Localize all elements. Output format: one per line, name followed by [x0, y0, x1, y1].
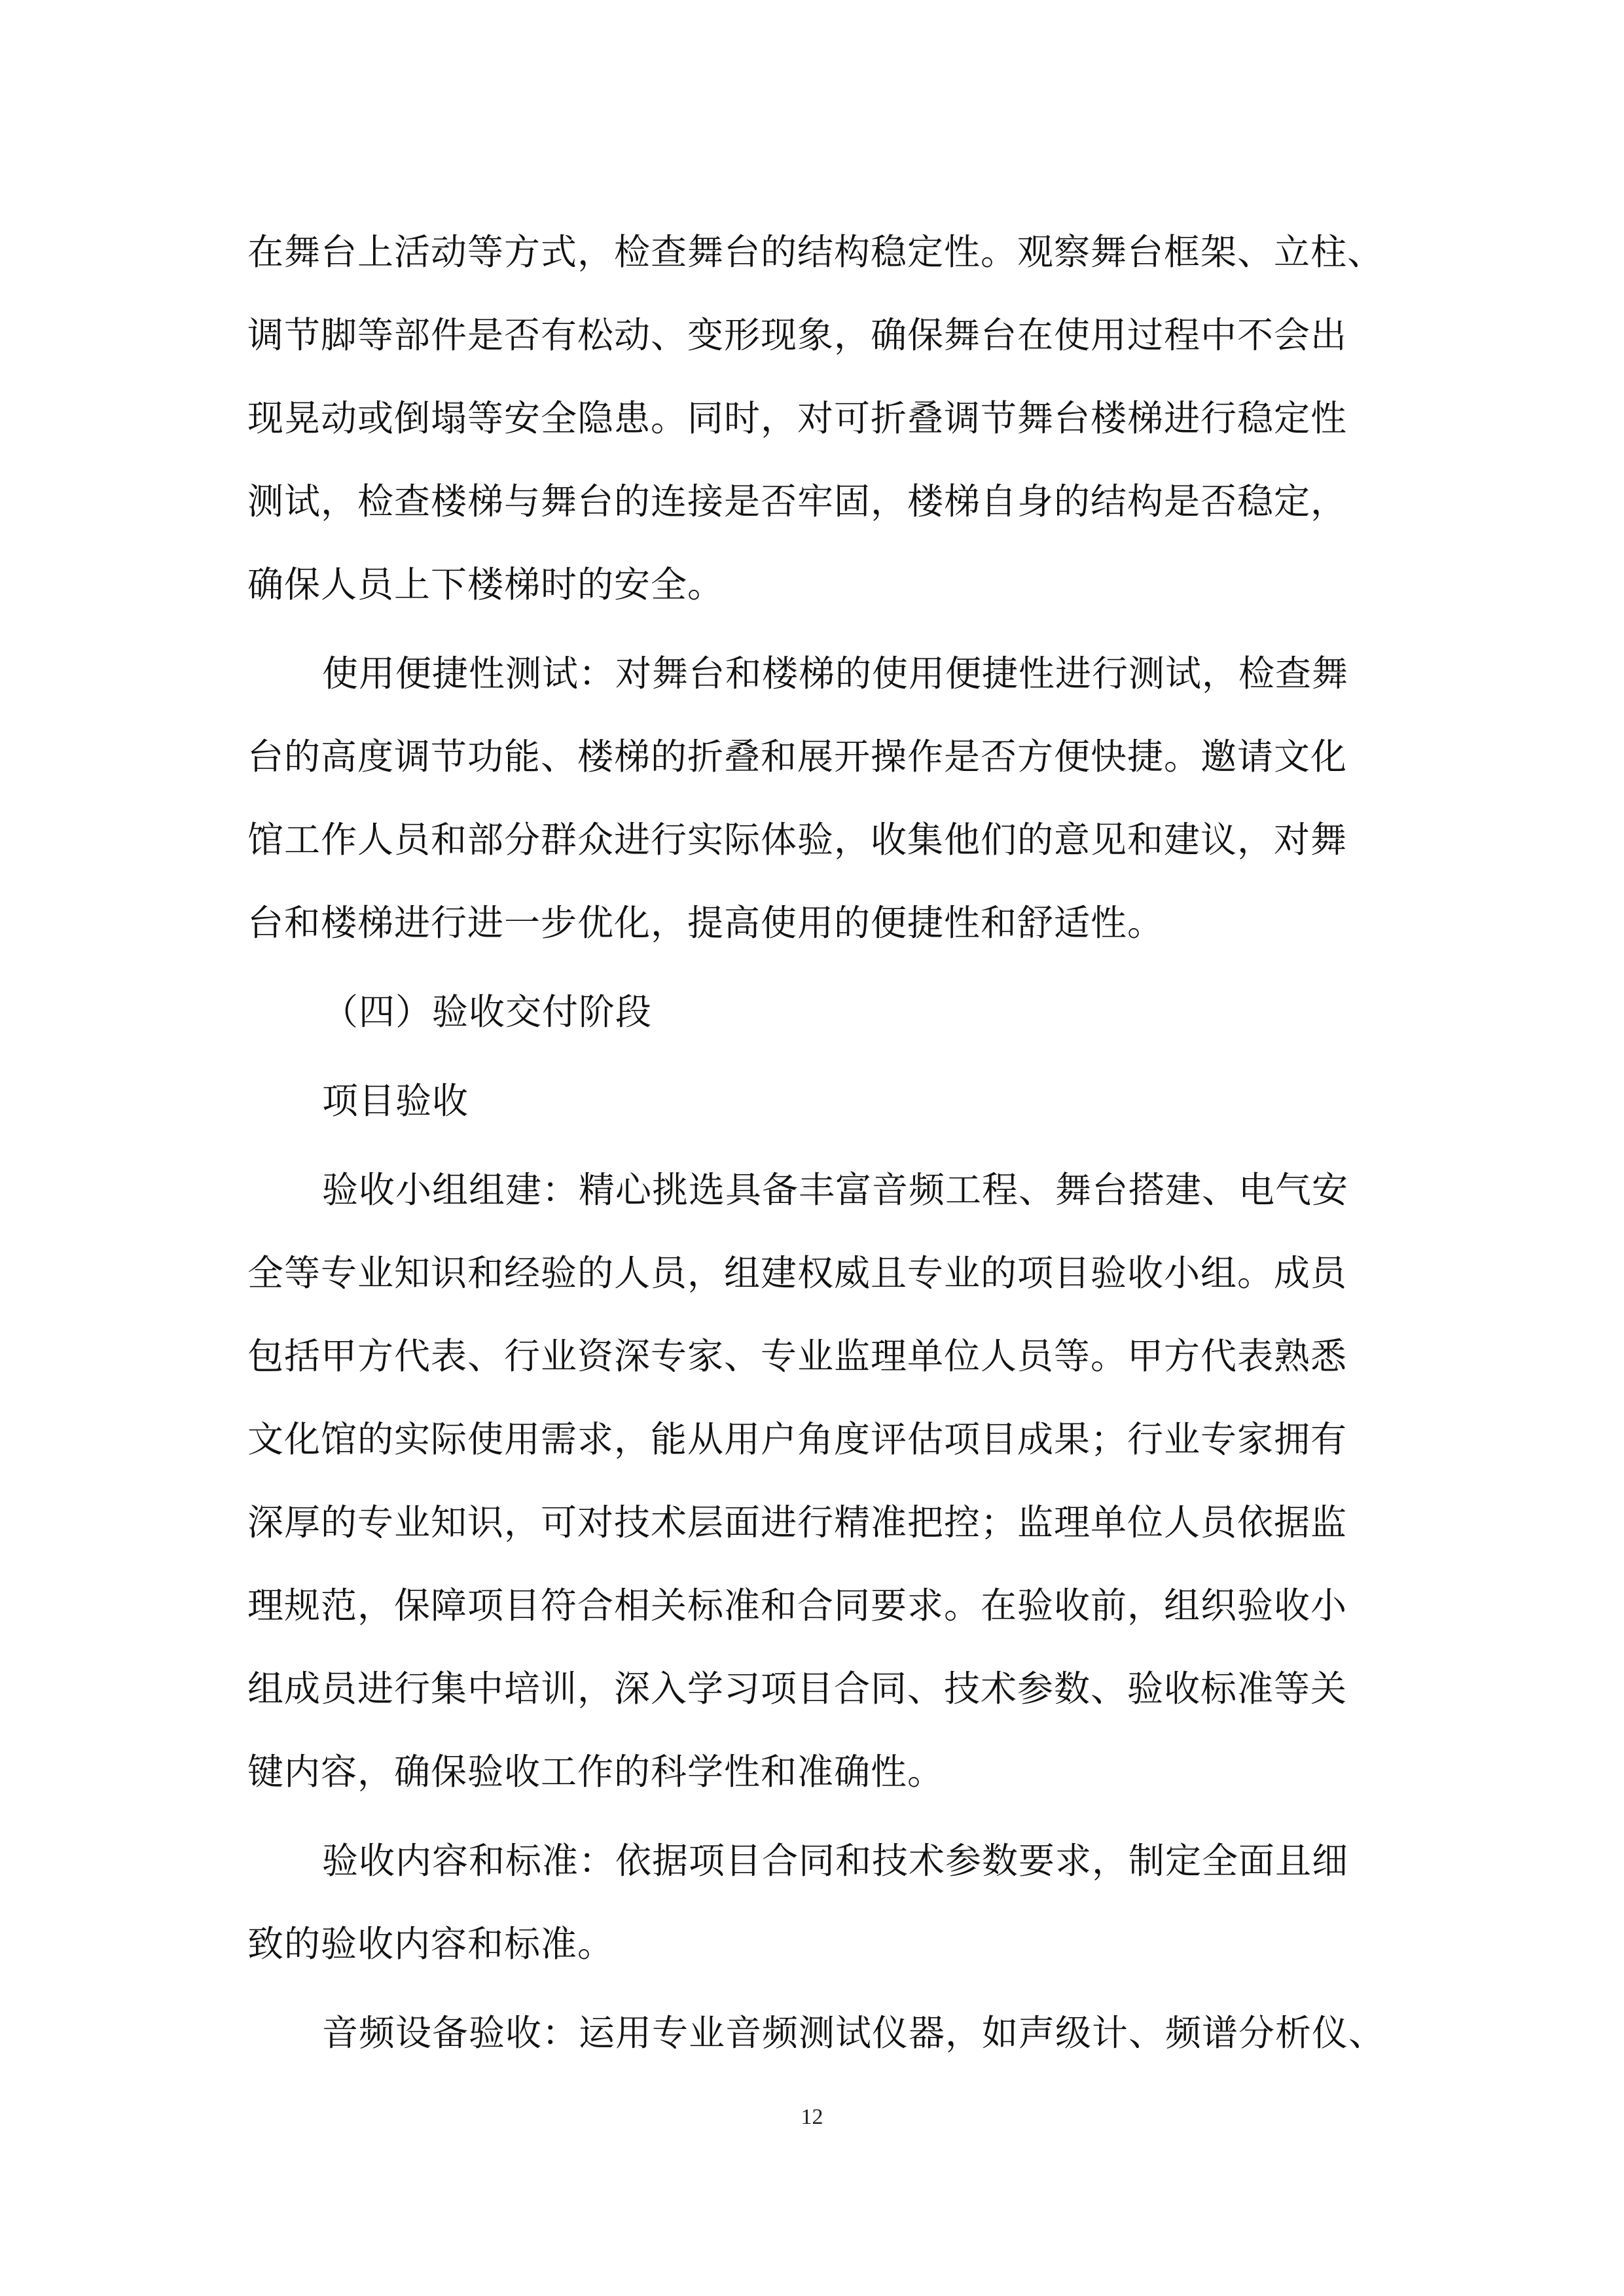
text-line: 调节脚等部件是否有松动、变形现象，确保舞台在使用过程中不会出 — [247, 314, 1348, 356]
text-line: 台的高度调节功能、楼梯的折叠和展开操作是否方便快捷。邀请文化 — [247, 736, 1348, 778]
text-line: 致的验收内容和标准。 — [247, 1923, 615, 1965]
paragraph-acceptance-team — [247, 1149, 1377, 1814]
paragraph-usability-test — [247, 632, 1377, 965]
subheading-project-acceptance — [247, 1060, 1377, 1143]
text-line: 验收小组组建：精心挑选具备丰富音频工程、舞台搭建、电气安 — [322, 1169, 1349, 1211]
text-line: 馆工作人员和部分群众进行实际体验，收集他们的意见和建议，对舞 — [247, 819, 1348, 861]
paragraph-structural-stability — [247, 211, 1384, 626]
text-line: 深厚的专业知识，可对技术层面进行精准把控；监理单位人员依据监 — [247, 1501, 1348, 1543]
text-line: 文化馆的实际使用需求，能从用户角度评估项目成果；行业专家拥有 — [247, 1418, 1348, 1460]
text-line: 在舞台上活动等方式，检查舞台的结构稳定性。观察舞台框架、立柱、 — [247, 231, 1384, 273]
text-line: 组成员进行集中培训，深入学习项目合同、技术参数、验收标准等关 — [247, 1668, 1348, 1710]
section-heading-acceptance-delivery — [247, 971, 1377, 1054]
text-line: 全等专业知识和经验的人员，组建权威且专业的项目验收小组。成员 — [247, 1252, 1348, 1294]
text-line: 理规范，保障项目符合相关标准和合同要求。在验收前，组织验收小 — [247, 1585, 1348, 1626]
body-text — [247, 211, 1386, 2075]
page-number: 12 — [801, 2105, 823, 2129]
text-line: 台和楼梯进行进一步优化，提高使用的便捷性和舒适性。 — [247, 902, 1164, 944]
text-line: 音频设备验收：运用专业音频测试仪器，如声级计、频谱分析仪、 — [322, 2012, 1386, 2054]
text-line: 验收内容和标准：依据项目合同和技术参数要求，制定全面且细 — [322, 1840, 1349, 1882]
subheading: 项目验收 — [322, 1080, 469, 1122]
text-line: 确保人员上下楼梯时的安全。 — [247, 564, 725, 605]
paragraph-audio-acceptance — [247, 1992, 1386, 2075]
text-line: 包括甲方代表、行业资深专家、专业监理单位人员等。甲方代表熟悉 — [247, 1335, 1348, 1377]
text-line: 现晃动或倒塌等安全隐患。同时，对可折叠调节舞台楼梯进行稳定性 — [247, 397, 1348, 439]
text-line: 使用便捷性测试：对舞台和楼梯的使用便捷性进行测试，检查舞 — [322, 653, 1349, 694]
text-line: 测试，检查楼梯与舞台的连接是否牢固，楼梯自身的结构是否稳定， — [247, 480, 1348, 522]
text-line: 键内容，确保验收工作的科学性和准确性。 — [247, 1751, 945, 1793]
paragraph-acceptance-standards — [247, 1820, 1377, 1986]
section-heading: （四）验收交付阶段 — [322, 991, 653, 1033]
